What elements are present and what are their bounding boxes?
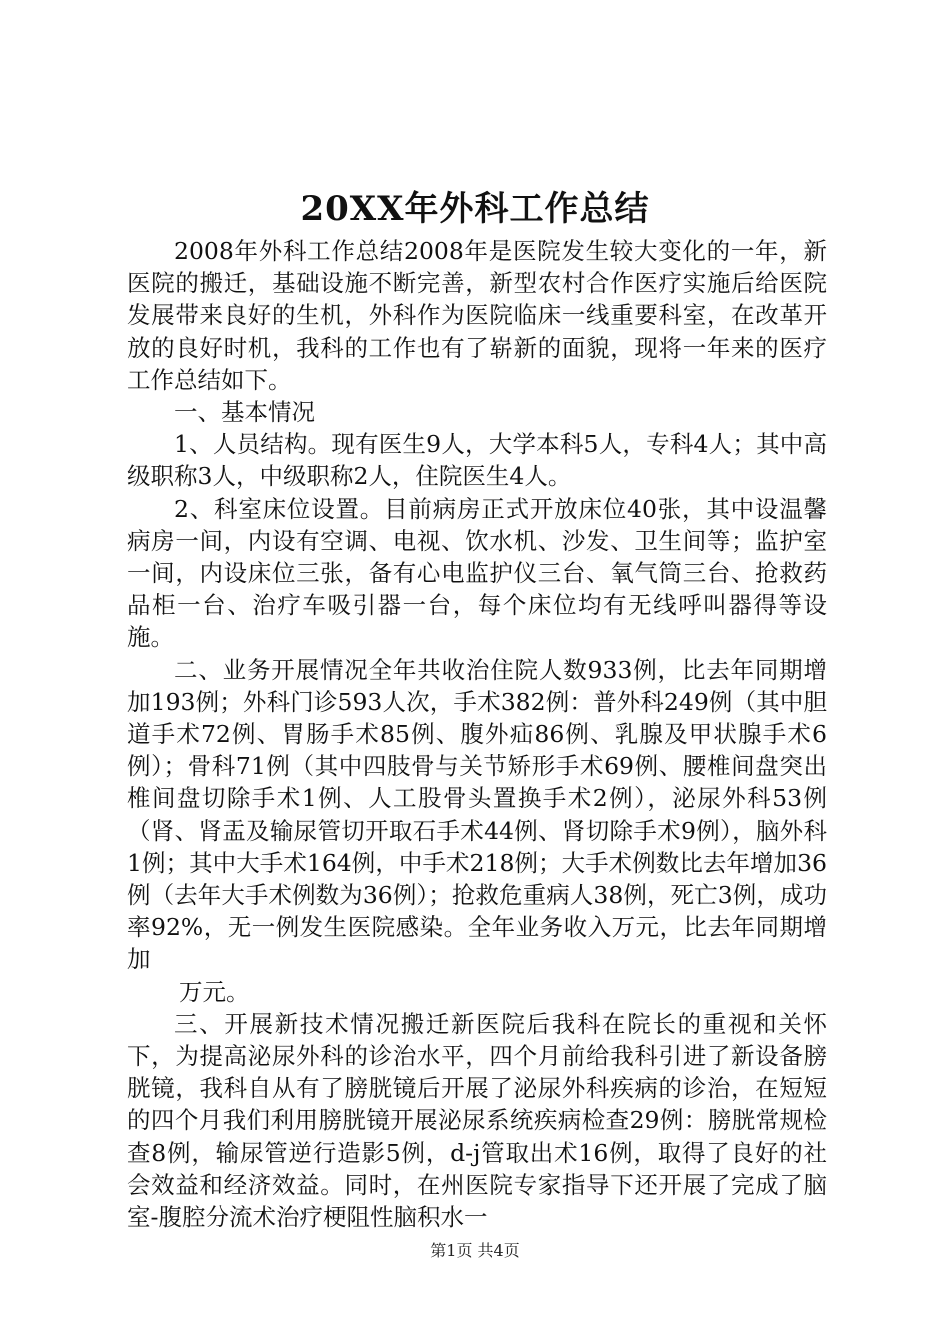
paragraph-bed-setup: 2、科室床位设置。目前病房正式开放床位40张，其中设温馨病房一间，内设有空调、电视、饮水机、沙发、卫生间等；监护室一间，内设床位三张，备有心电监护仪三台、氧气筒三台、抢救药品柜一台、治疗车吸引器一台，每个床位均有无线呼叫器得等设施。 — [127, 494, 827, 652]
paragraph-business: 二、业务开展情况全年共收治住院人数933例，比去年同期增加193例；外科门诊593人次，手术382例：普外科249例（其中胆道手术72例、胃肠手术85例、腹外疝86例、乳腺及甲状腺手术6例）；骨科71例（其中四肢骨与关节矫形手术69例、腰椎间盘突出椎间盘切除手术1例、人工股骨头置换手术2例），泌尿外科53例（肾、肾盂及输尿管切开取石手术44例、肾切除手术9例），脑外科1例；其中大手术164例，中手术218例；大手术例数比去年增加36例（去年大手术例数为36例）；抢救危重病人38例，死亡3例，成功率92%，无一例发生医院感染。全年业务收入万元，比去年同期增加 — [127, 655, 827, 974]
paragraph-intro: 2008年外科工作总结2008年是医院发生较大变化的一年，新医院的搬迁，基础设施不断完善，新型农村合作医疗实施后给医院发展带来良好的生机，外科作为医院临床一线重要科室，在改革开放的良好时机，我科的工作也有了崭新的面貌，现将一年来的医疗工作总结如下。 — [127, 237, 827, 394]
page-footer: 第1页 共4页 — [430, 1241, 520, 1260]
document-title: 20XX年外科工作总结 — [300, 189, 650, 229]
paragraph-revenue-unit: 万元。 — [179, 977, 250, 1006]
paragraph-basic-heading: 一、基本情况 — [174, 398, 315, 427]
document-body — [127, 235, 827, 1233]
paragraph-new-technology: 三、开展新技术情况搬迁新医院后我科在院长的重视和关怀下，为提高泌尿外科的诊治水平，四个月前给我科引进了新设备膀胱镜，我科自从有了膀胱镜后开展了泌尿外科疾病的诊治，在短短的四个月我们利用膀胱镜开展泌尿系统疾病检查29例：膀胱常规检查8例，输尿管逆行造影5例，d-j管取出术16例，取得了良好的社会效益和经济效益。同时，在州医院专家指导下还开展了完成了脑室-腹腔分流术治疗梗阻性脑积水一 — [127, 1009, 827, 1232]
paragraph-staff-structure: 1、人员结构。现有医生9人，大学本科5人，专科4人；其中高级职称3人，中级职称2人，住院医生4人。 — [127, 430, 827, 491]
